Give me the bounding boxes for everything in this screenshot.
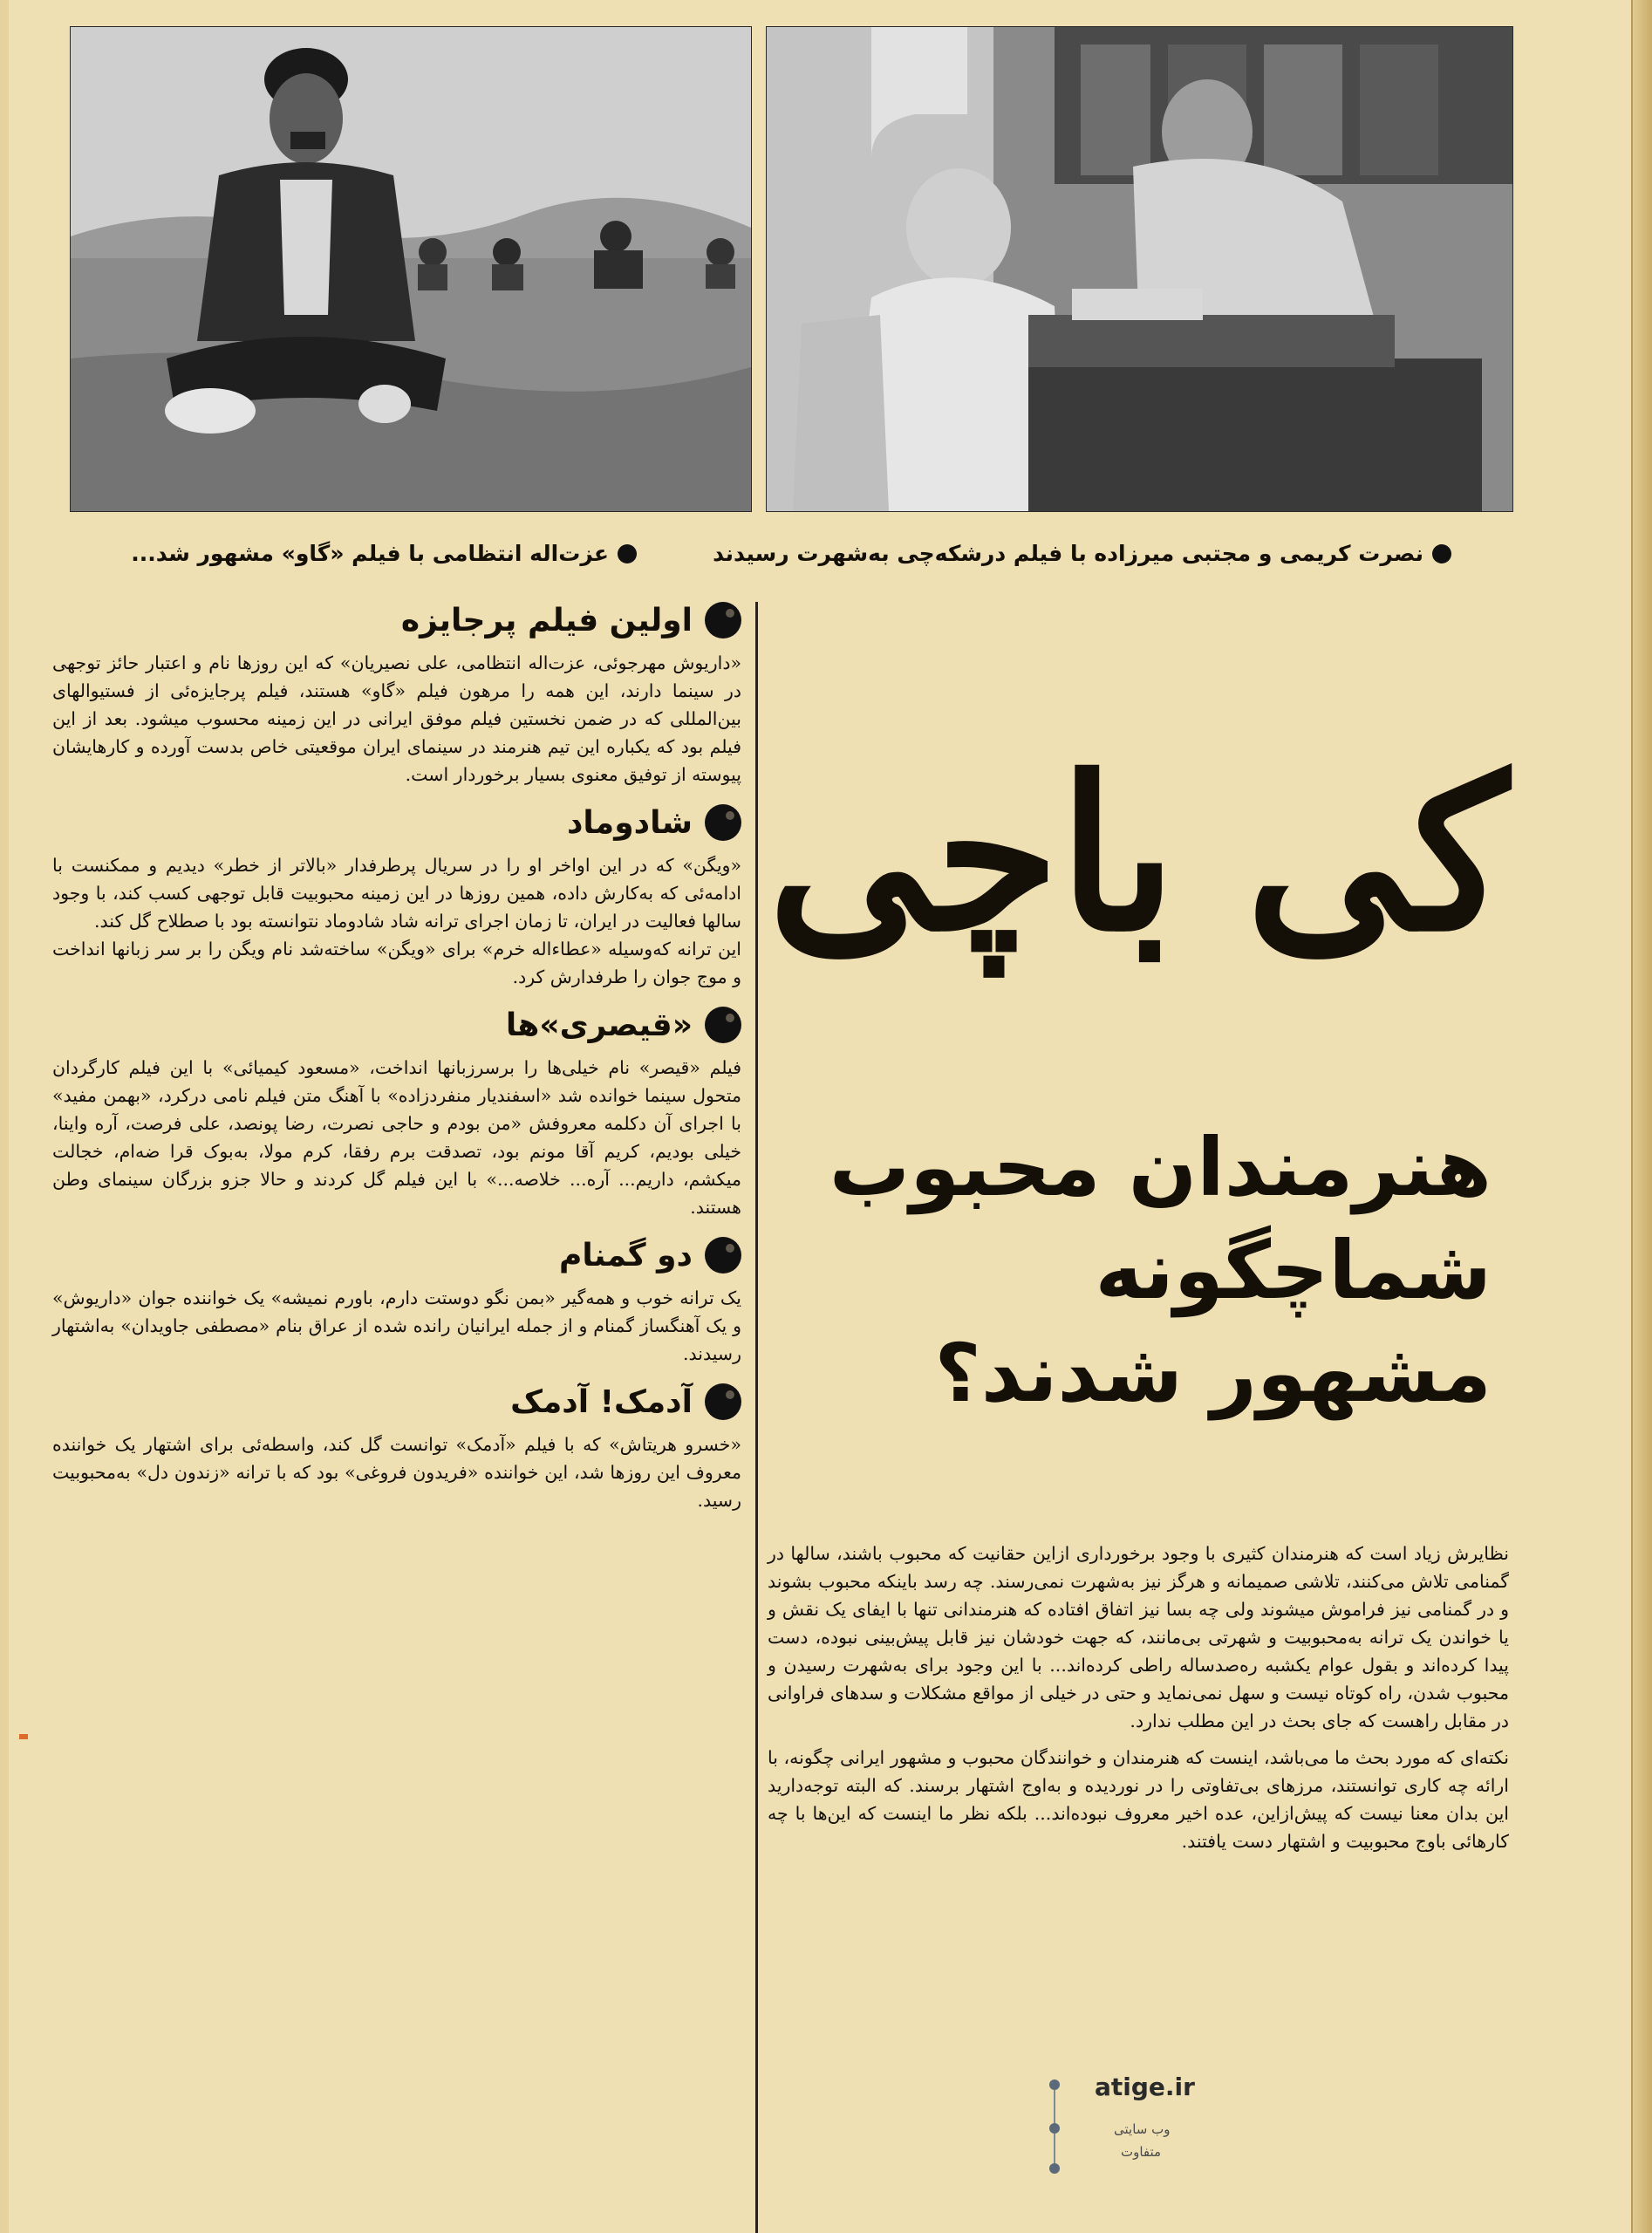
- watermark-network-line: [1054, 2134, 1055, 2165]
- site-watermark: [1034, 2067, 1199, 2198]
- section-heading: [52, 1237, 741, 1274]
- paper-mark: [19, 1734, 28, 1739]
- section-heading: [52, 602, 741, 638]
- watermark-tagline-2: متفاوت: [1121, 2144, 1162, 2160]
- section-bullet-icon: [705, 1237, 741, 1274]
- section-paragraph: «داریوش مهرجوئی، عزت‌اله انتظامی، علی نصیریان» که این روزها نام و اعتبار حائز توجهی در سینما دارند، این همه را مرهون فیلم «گاو» هستند، فیلم پرجایزه‌ئی از فستیوالهای بین‌المللی که در ضمن نخستین فیلم موفق ایرانی در این زمینه محسوب میشود. بعد از این فیلم بود که یکباره این تیم هنرمند در سینمای ایران موقعیتی خاص بدست آورده و کارهایشان پیوسته از توفیق معنوی بسیار برخوردار است.: [52, 652, 741, 785]
- section-bullet-icon: [705, 602, 741, 638]
- headline-sub-line: شماچگونه: [1095, 1224, 1492, 1317]
- section-paragraph: «خسرو هریتاش» که با فیلم «آدمک» توانست گل کند، واسطه‌ئی برای اشتهار یک خواننده معروف این روزها شد، این خواننده «فریدون فروغی» بود که با ترانه «زندون دل» به‌محبوبیت رسید.: [52, 1434, 741, 1511]
- intro-paragraph: نظایرش زیاد است که هنرمندان کثیری با وجود برخورداری ازاین حقانیت که محبوب باشند، سالها در گمنامی تلاش می‌کنند، تلاشی صمیمانه و هرگز نیز به‌شهرت نمی‌رسند. چه رسد باینکه محبوب بشوند و در گمنامی نیز فراموش میشوند ولی چه بسا نیز اتفاق افتاده که هنرمندانی تنها با ایفای یک نقش و یا خواندن یک ترانه به‌محبوبیت و شهرتی بی‌مانند، که جهت خودشان نیز قابل پیش‌بینی نبوده، دست پیدا کرده‌اند و بقول عوام یکشبه ره‌صدساله راطی کرده‌اند... با این وجود برای به‌شهرت رسیدن و محبوب شدن، راه کوتاه نیست و سهل نمی‌نماید و حتی در خیلی از مواقع مشکلات و سدهای فراوانی در مقابل راهست که جای بحث در این مطلب ندارد.: [768, 1543, 1509, 1731]
- caption-bullet-icon: [1432, 544, 1451, 563]
- photo-right-illustration: [767, 27, 1512, 511]
- page-binding-edge: [1631, 0, 1652, 2233]
- section-title: شادوماد: [566, 804, 693, 841]
- headline-subtitle: [768, 1116, 1509, 1425]
- intro-text: [768, 1540, 1509, 1864]
- page-left-edge: [0, 0, 9, 2233]
- intro-paragraph: نکته‌ای که مورد بحث ما می‌باشد، اینست که هنرمندان و خوانندگان محبوب و مشهور ایرانی چگونه، با ارائه چه کاری توانستند، مرزهای بی‌تفاوتی را در نوردیده و به‌اوج اشتهار برسند. که البته توجه‌دارید این بدان معنا نیست که پیش‌ازاین، عده اخیر معروف نبوده‌اند... بلکه نظر ما اینست که این‌ها با چه کارهائی باوج محبوبیت و اشتهار دست یافتند.: [768, 1747, 1509, 1852]
- headline-sub-line: هنرمندان محبوب: [829, 1121, 1492, 1214]
- section-title: اولین فیلم پرجایزه: [400, 602, 693, 638]
- section-title: دو گمنام: [558, 1237, 693, 1274]
- section-adamak: [52, 1383, 741, 1514]
- watermark-site-name: atige.ir: [1095, 2073, 1195, 2101]
- section-title: «قیصری»ها: [505, 1007, 693, 1043]
- section-paragraph: «ویگن» که در این اواخر او را در سریال پرطرفدار «بالاتر از خطر» دیدیم و ممکنست با ادامه‌ئی که به‌کارش داده، همین روزها در این زمینه محبوبیت قابل توجهی کسب کند، با وجود سالها فعالیت در ایران، تا زمان اجرای ترانه شاد شادوماد نتوانسته بود با صطلاح گل کند.: [52, 855, 741, 932]
- watermark-network-icon: [1049, 2079, 1060, 2090]
- watermark-network-node: [1049, 2123, 1060, 2134]
- section-two-unknowns: [52, 1237, 741, 1368]
- section-shadomad: [52, 804, 741, 991]
- caption-right-text: نصرت کریمی و مجتبی میرزاده با فیلم درشکه‌چی به‌شهرت رسیدند: [713, 541, 1423, 566]
- headline-sub-line: مشهور شدند؟: [934, 1327, 1492, 1420]
- section-bullet-icon: [705, 1007, 741, 1043]
- section-bullet-icon: [705, 804, 741, 841]
- section-paragraph: یک ترانه خوب و همه‌گیر «بمن نگو دوستت دارم، باورم نمیشه» یک خواننده جوان «داریوش» و یک آهنگساز گمنام و از جمله ایرانیان رانده شده از عراق بنام «مصطفی جاویدان» به‌اشتهار رسیدند.: [52, 1287, 741, 1364]
- photo-ezzatollah-entezami: [70, 26, 752, 512]
- section-heading: [52, 1383, 741, 1420]
- headline-column: [768, 593, 1509, 1852]
- photo-left-illustration: [71, 27, 751, 511]
- section-heading: [52, 1007, 741, 1043]
- watermark-tagline-1: وب سایتی: [1114, 2121, 1171, 2137]
- photo-nosrat-karimi-mojtaba-mirzadeh: [766, 26, 1513, 512]
- watermark-network-line: [1054, 2090, 1055, 2125]
- article-sections-column: [52, 602, 741, 1530]
- caption-left-text: عزت‌اله انتظامی با فیلم «گاو» مشهور شد...: [131, 541, 609, 566]
- headline-main: کی باچی: [768, 731, 1509, 979]
- section-paragraph: فیلم «قیصر» نام خیلی‌ها را برسرزبانها انداخت، «مسعود کیمیائی» با این فیلم کارگردان متحول سینما خوانده شد «اسفندیار منفردزاده» با آهنگ متن فیلم نامی درکرد، «بهمن مفید» با اجرای آن دکلمه معروفش «من بودم و حاجی نصرت، رضا پونصد، علی فرصت، آره واینا، خیلی بودیم، کریم آقا مونم بود، تصدقت برم رفقا، کرم مولا، به‌بوک قرا ضه‌ام، خجالت میکشم، داریم... آره... خلاصه...» با این فیلم گل کردند و حالا جزو بزرگان سینمای وطن هستند.: [52, 1057, 741, 1218]
- section-first-award-film: [52, 602, 741, 789]
- section-heading: [52, 804, 741, 841]
- section-bullet-icon: [705, 1383, 741, 1420]
- section-paragraph: این ترانه که‌وسیله «عطاءاله خرم» برای «ویگن» ساخته‌شد نام ویگن را بر سر زبانها انداخت و موج جوان را طرفدارش کرد.: [52, 939, 741, 987]
- section-gheysari-ha: [52, 1007, 741, 1221]
- watermark-network-node: [1049, 2163, 1060, 2174]
- section-title: آدمک! آدمک: [510, 1383, 693, 1420]
- column-divider: [755, 602, 758, 2233]
- caption-bullet-icon: [618, 544, 637, 563]
- photo-caption-right: [713, 541, 1451, 566]
- photo-caption-left: [131, 541, 637, 566]
